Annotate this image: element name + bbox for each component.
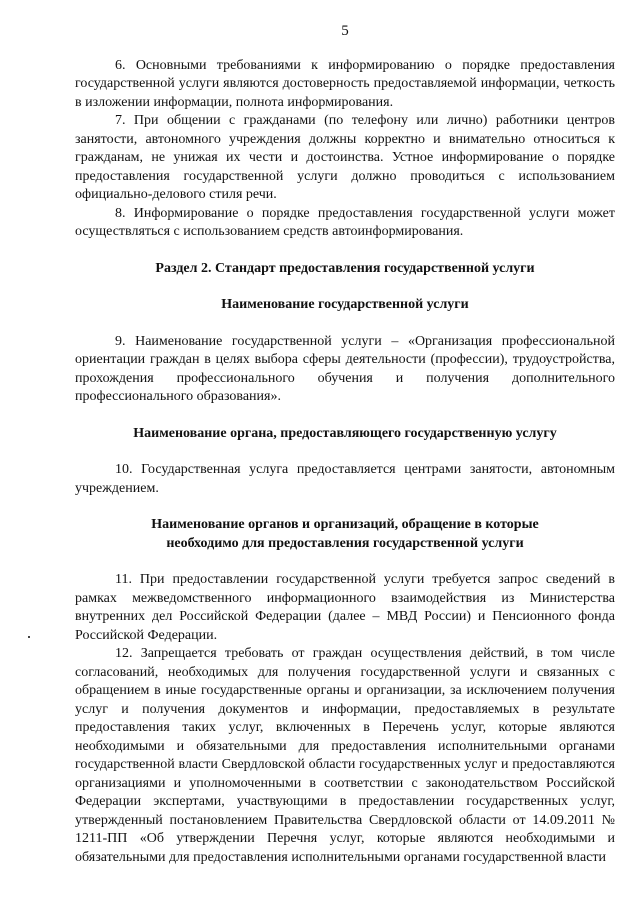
agencies-heading-line-1: Наименование органов и организаций, обращение в которые [151, 517, 539, 532]
agencies-heading-line-2: необходимо для предоставления государственной услуги [166, 535, 524, 551]
paragraph-9: 9. Наименование государственной услуги – «Организация профессиональной ориентации граждан в целях выбора сферы деятельности (профессии), трудоустройства, прохождения профессионального обучения и получения дополнительного профессионального образования». [75, 333, 615, 404]
paragraph-11: 11. При предоставлении государственной услуги требуется запрос сведений в рамках межведомственного информационного взаимодействия из Министерства внутренних дел Российской Федерации (далее – МВД России) и Пенсионного фонда Российской Федерации. [75, 572, 615, 643]
paragraph-6: 6. Основными требованиями к информированию о порядке предоставления государственной услуги являются достоверность предоставляемой информации, четкость в изложении информации, полнота информирования. [75, 57, 615, 110]
agencies-heading [75, 516, 615, 553]
section-2-heading: Раздел 2. Стандарт предоставления государственной услуги [155, 260, 535, 276]
document-page [75, 22, 615, 867]
page-number: 5 [341, 23, 349, 39]
service-name-heading: Наименование государственной услуги [221, 297, 469, 312]
agency-name-heading: Наименование органа, предоставляющего государственную услугу [133, 425, 557, 441]
scan-speck [28, 636, 30, 638]
paragraph-10: 10. Государственная услуга предоставляется центрами занятости, автономным учреждением. [75, 462, 615, 496]
paragraph-8: 8. Информирование о порядке предоставления государственной услуги может осуществляться с использованием средств автоинформирования. [75, 205, 615, 239]
paragraph-12: 12. Запрещается требовать от граждан осуществления действий, в том числе согласований, необходимых для получения государственной услуги и связанных с обращением в иные государственные органы и организации, за исключением получения услуг и получения документов и информации, предоставляемых в результате предоставления таких услуг, включенных в Перечень услуг, которые являются необходимыми и обязательными для предоставления исполнительными органами государственной власти Свердловской области государственных услуг и предоставляются организациями и уполномоченными в соответствии с законодательством Российской Федерации экспертами, участвующими в предоставлении государственных услуг, утвержденный постановлением Правительства Свердловской области от 14.09.2011 № 1211-ПП «Об утверждении Перечня услуг, которые являются необходимыми и обязательными для предоставления исполнительными органами государственной власти [75, 646, 615, 865]
paragraph-7: 7. При общении с гражданами (по телефону или лично) работники центров занятости, автономного учреждения должны корректно и внимательно относиться к гражданам, не унижая их чести и достоинства. Устное информирование о порядке предоставления государственной услуги должно проводиться с использованием официально-делового стиля речи. [75, 113, 615, 202]
